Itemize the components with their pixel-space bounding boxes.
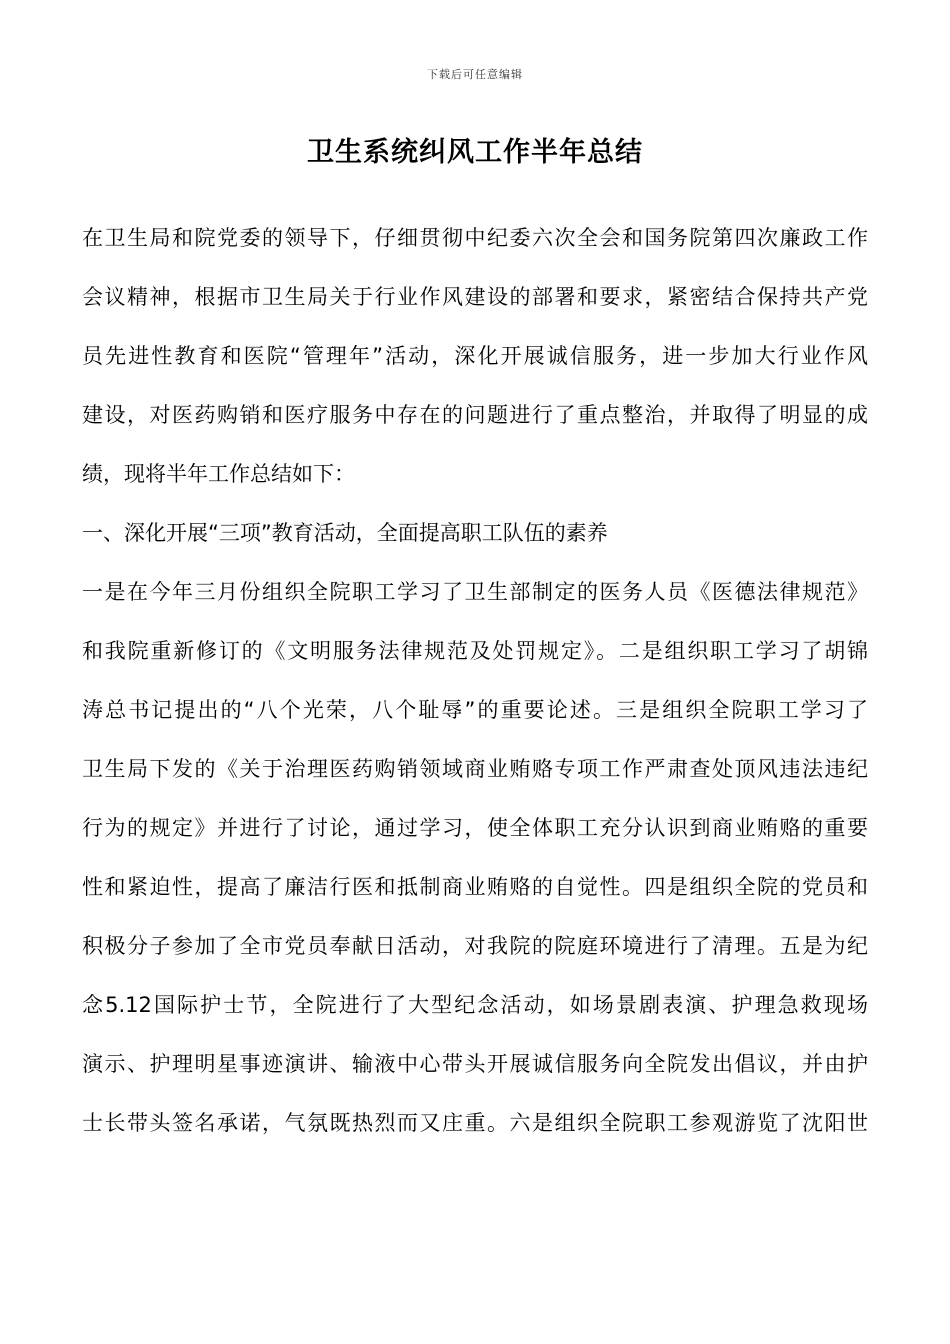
text-line: 会议精神，根据市卫生局关于行业作风建设的部署和要求，紧密结合保持共产党 xyxy=(82,285,868,309)
header-note: 下载后可任意编辑 xyxy=(427,68,523,81)
text-line: 员先进性教育和医院“管理年”活动，深化开展诚信服务，进一步加大行业作风 xyxy=(82,344,868,368)
document-body xyxy=(82,218,868,1162)
text-line: 一、深化开展“三项”教育活动，全面提高职工队伍的素养 xyxy=(82,521,608,545)
text-line: 在卫生局和院党委的领导下，仔细贯彻中纪委六次全会和国务院第四次廉政工作 xyxy=(82,226,868,250)
text-line: 一是在今年三月份组织全院职工学习了卫生部制定的医务人员《医德法律规范》 xyxy=(82,580,868,604)
text-line: 积极分子参加了全市党员奉献日活动，对我院的院庭环境进行了清理。五是为纪 xyxy=(82,934,868,958)
text-line: 涛总书记提出的“八个光荣，八个耻辱”的重要论述。三是组织全院职工学习了 xyxy=(82,698,868,722)
paragraph-intro xyxy=(82,218,868,513)
text-line: 性和紧迫性，提高了廉洁行医和抵制商业贿赂的自觉性。四是组织全院的党员和 xyxy=(82,875,868,899)
document-title: 卫生系统纠风工作半年总结 xyxy=(307,137,643,168)
section-heading xyxy=(82,513,868,572)
text-line: 士长带头签名承诺，气氛既热烈而又庄重。六是组织全院职工参观游览了沈阳世 xyxy=(82,1111,868,1135)
text-line: 和我院重新修订的《文明服务法律规范及处罚规定》。二是组织职工学习了胡锦 xyxy=(82,639,868,663)
text-line: 卫生局下发的《关于治理医药购销领域商业贿赂专项工作严肃查处顶风违法违纪 xyxy=(82,757,868,781)
text-line: 念5.12国际护士节，全院进行了大型纪念活动，如场景剧表演、护理急救现场 xyxy=(82,993,868,1017)
text-line: 行为的规定》并进行了讨论，通过学习，使全体职工充分认识到商业贿赂的重要 xyxy=(82,816,868,840)
text-line: 演示、护理明星事迹演讲、输液中心带头开展诚信服务向全院发出倡议，并由护 xyxy=(82,1052,868,1076)
paragraph-section-1 xyxy=(82,572,868,1162)
text-line: 绩，现将半年工作总结如下： xyxy=(82,462,355,486)
text-line: 建设，对医药购销和医疗服务中存在的问题进行了重点整治，并取得了明显的成 xyxy=(82,403,868,427)
